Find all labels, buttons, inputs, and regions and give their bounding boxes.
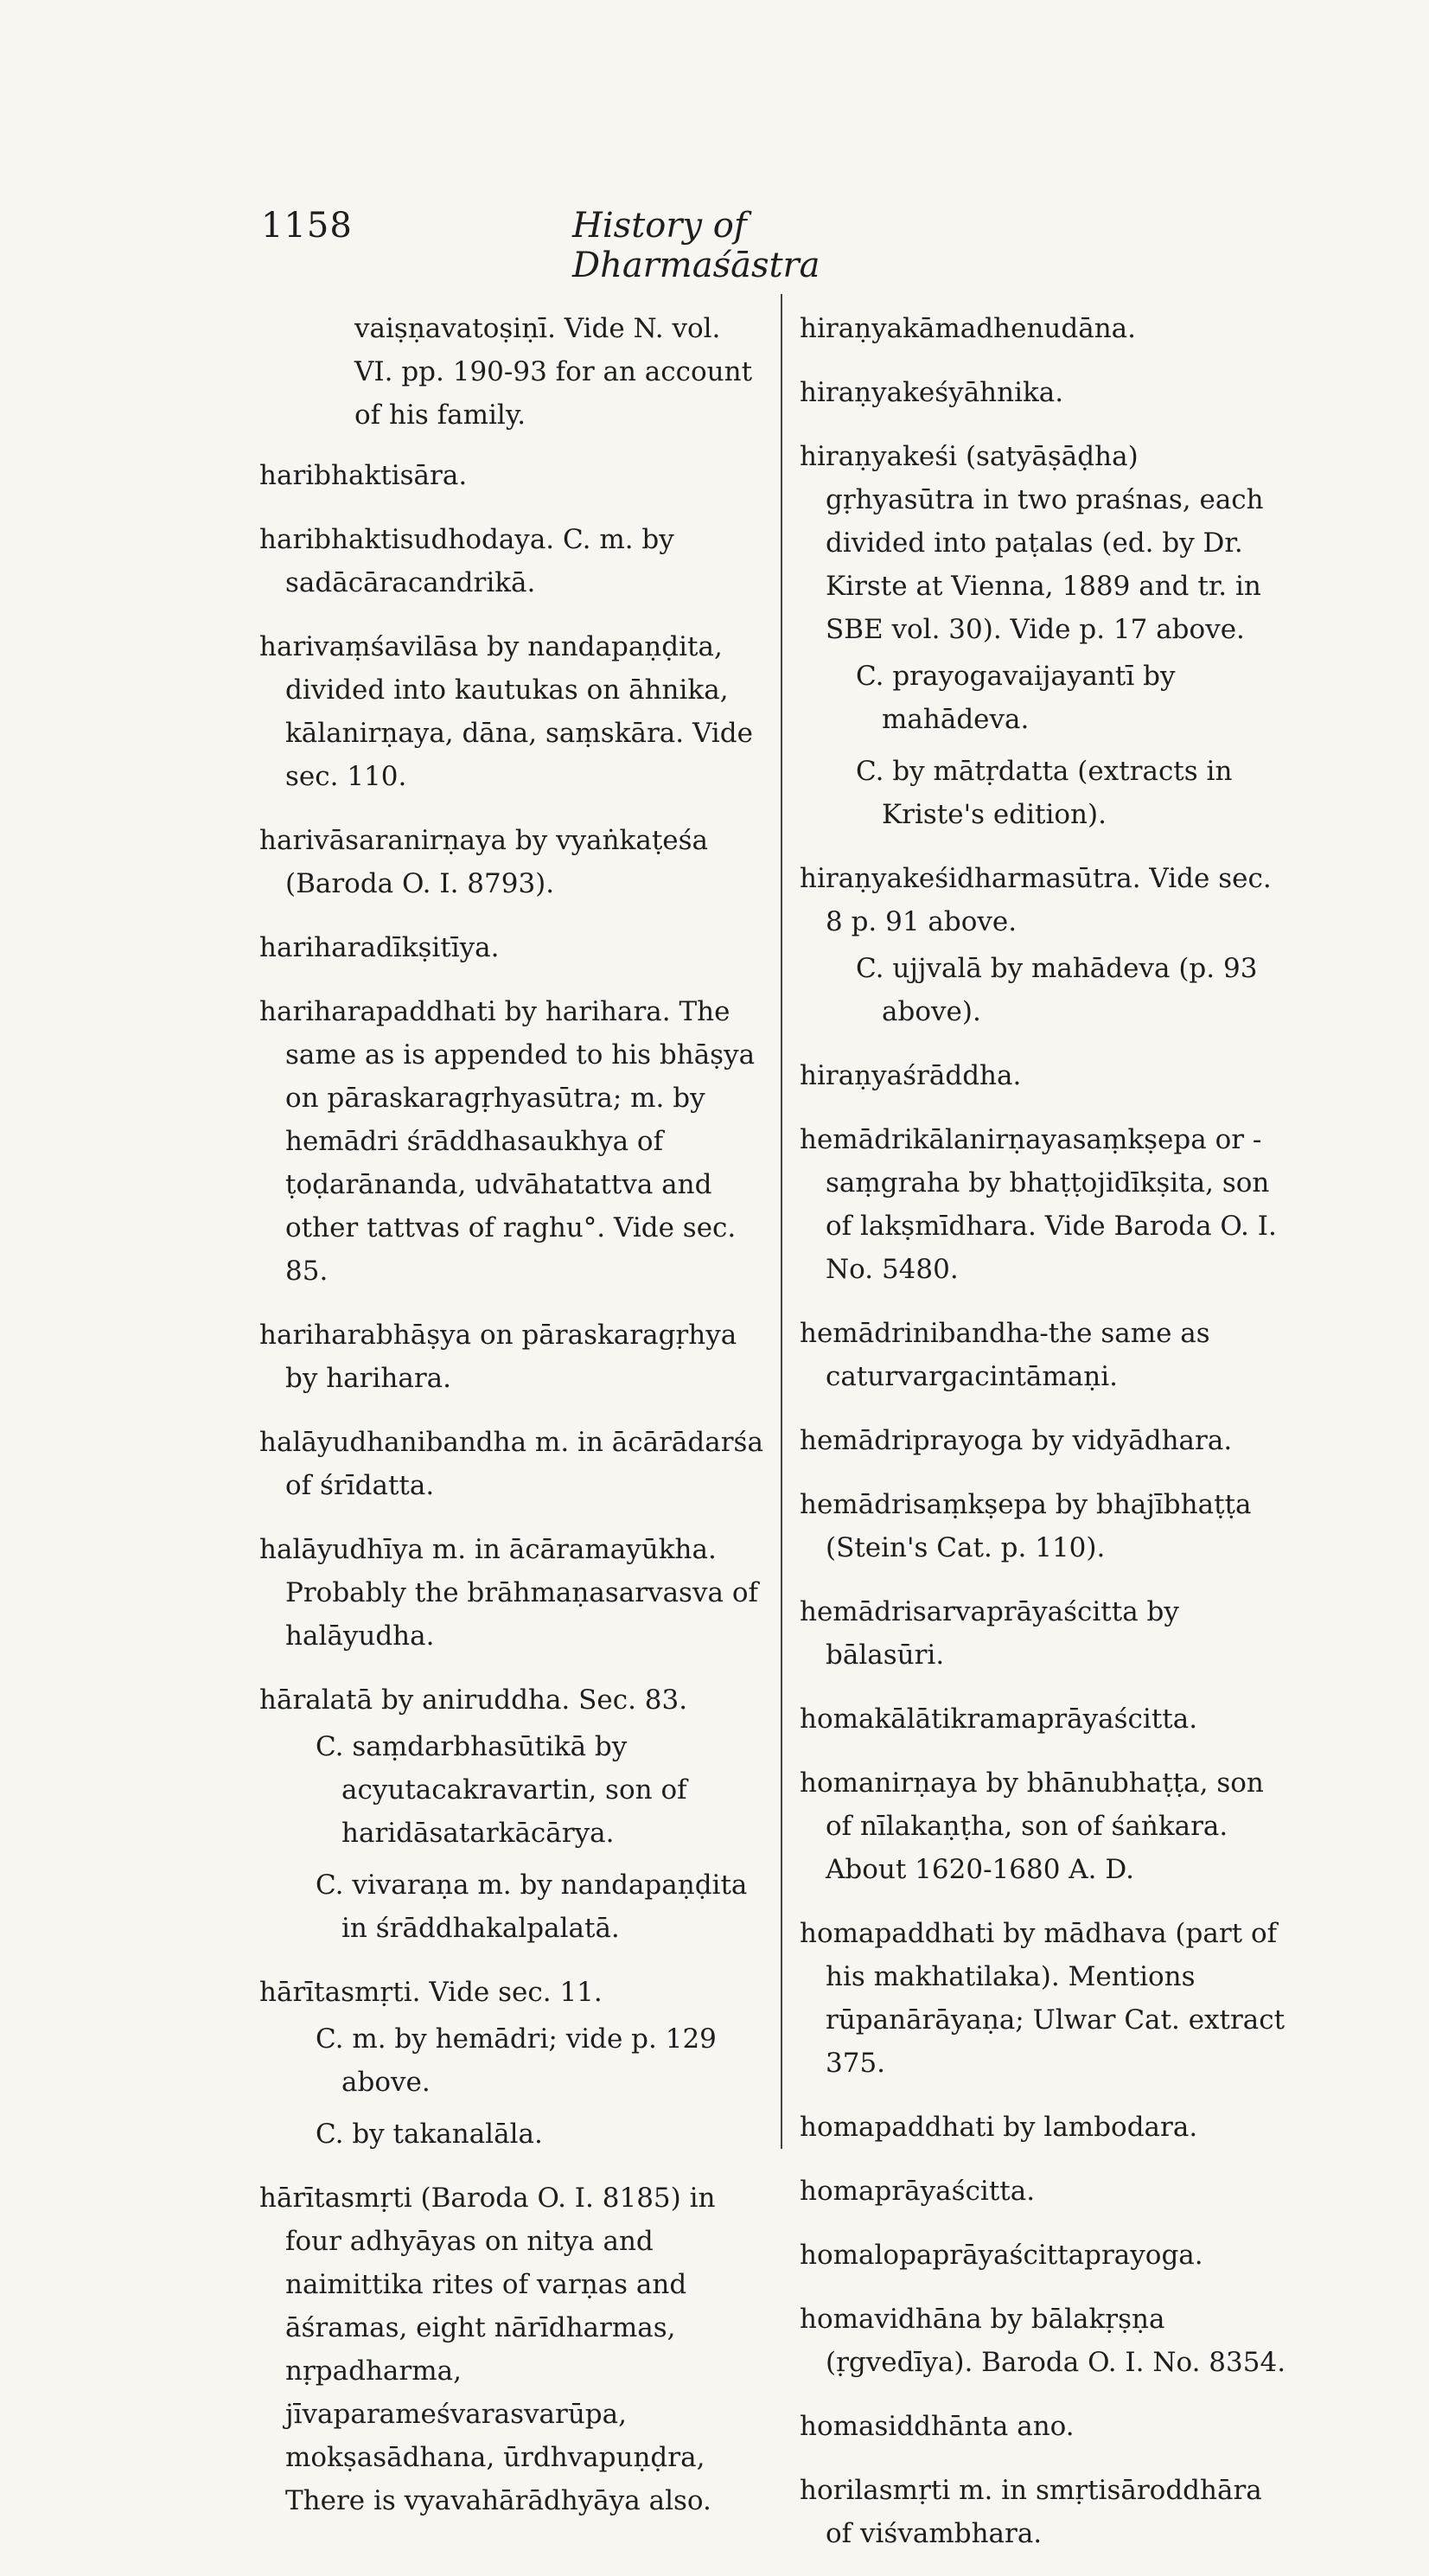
entry: hemādriprayoga by vidyādhara. <box>800 1425 1233 1456</box>
entry: hiraṇyakeśyāhnika. <box>800 377 1064 408</box>
entry: hemādrikālanirṇayasaṃkṣepa or -saṃgraha by bhaṭṭojidīkṣita, son of lakṣmīdhara. Vide Baroda O. I. No. 5480. <box>800 1124 1277 1285</box>
entry: harivāsaranirṇaya by vyaṅkaṭeśa (Baroda O. I. 8793). <box>259 825 709 899</box>
entry: hārītasmṛti (Baroda O. I. 8185) in four adhyāyas on nitya and naimittika rites of varṇas and āśramas, eight nārīdharmas, nṛpadharma, jīvaparameśvarasvarūpa, mokṣasādhana, ūrdhvapuṇḍra, There is vyavahārādhyāya also. <box>259 2183 716 2516</box>
left-column <box>259 307 765 2543</box>
entry: hariharabhāṣya on pāraskaragṛhya by harihara. <box>259 1320 737 1394</box>
commentary-list <box>259 1725 765 1950</box>
entry: homasiddhānta ano. <box>800 2411 1075 2442</box>
entry: homavidhāna by bālakṛṣṇa (ṛgvedīya). Baroda O. I. No. 8354. <box>800 2304 1286 2378</box>
commentary-list <box>800 655 1292 836</box>
entry: homakālātikramaprāyaścitta. <box>800 1703 1198 1735</box>
page-number: 1158 <box>261 206 353 246</box>
entry: homapaddhati by mādhava (part of his makhatilaka). Mentions rūpanārāyaṇa; Ulwar Cat. extract 375. <box>800 1918 1285 2079</box>
commentary: C. by takanalāla. <box>316 2119 543 2150</box>
entry: hiraṇyakeśi (satyāṣāḍha) gṛhyasūtra in two praśnas, each divided into paṭalas (ed. by Dr. Kirste at Vienna, 1889 and tr. in SBE vol. 30). Vide p. 17 above. C. prayogavaijayantī by mahādeva. C. by mātṛdatta (extracts in Kriste's edition). <box>800 435 1292 836</box>
entry: hariharapaddhati by harihara. The same as is appended to his bhāṣya on pāraskaragṛhyasūtra; m. by hemādri śrāddhasaukhya of ṭoḍarānanda, udvāhatattva and other tattvas of raghu°. Vide sec. 85. <box>259 996 756 1287</box>
entry: homanirṇaya by bhānubhaṭṭa, son of nīlakaṇṭha, son of śaṅkara. About 1620-1680 A. D. <box>800 1767 1264 1885</box>
entry: horilasmṛti m. in smṛtisāroddhāra of viśvambhara. <box>800 2475 1262 2549</box>
entry: hiraṇyaśrāddha. <box>800 1060 1022 1091</box>
commentary: C. vivaraṇa m. by nandapaṇḍita in śrāddhakalpalatā. <box>316 1870 748 1944</box>
running-title: History of Dharmaśāstra <box>572 206 820 285</box>
commentary: C. saṃdarbhasūtikā by acyutacakravartin, son of haridāsatarkācārya. <box>316 1731 687 1849</box>
entry: hiraṇyakāmadhenudāna. <box>800 313 1136 344</box>
commentary-list <box>800 947 1292 1033</box>
entry: homapaddhati by lambodara. <box>800 2112 1198 2143</box>
entry-continuation: vaiṣṇavatoṣiṇī. Vide N. vol. VI. pp. 190-93 for an account of his family. <box>354 313 753 431</box>
commentary: C. ujjvalā by mahādeva (p. 93 above). <box>856 953 1258 1027</box>
entry: harivaṃśavilāsa by nandapaṇḍita, divided into kautukas on āhnika, kālanirṇaya, dāna, saṃskāra. Vide sec. 110. <box>259 631 753 792</box>
entry: hemādrinibandha-the same as caturvargacintāmaṇi. <box>800 1318 1210 1392</box>
entry: hariharadīkṣitīya. <box>259 932 500 963</box>
entry: hemādrisarvaprāyaścitta by bālasūri. <box>800 1596 1179 1671</box>
commentary: C. by mātṛdatta (extracts in Kriste's edition). <box>856 756 1233 830</box>
column-divider <box>781 294 782 2149</box>
commentary: C. prayogavaijayantī by mahādeva. <box>856 661 1176 735</box>
entry: hārītasmṛti. Vide sec. 11. C. m. by hemādri; vide p. 129 above. C. by takanalāla. <box>259 1971 765 2156</box>
entry: halāyudhīya m. in ācāramayūkha. Probably the brāhmaṇasarvasva of halāyudha. <box>259 1534 758 1652</box>
entry: haribhaktisudhodaya. C. m. by sadācāracandrikā. <box>259 524 674 598</box>
commentary: C. m. by hemādri; vide p. 129 above. <box>316 2023 717 2098</box>
right-column <box>800 307 1292 2576</box>
commentary-list <box>259 2017 765 2156</box>
entry: haribhaktisāra. <box>259 460 468 491</box>
entry: hiraṇyakeśidharmasūtra. Vide sec. 8 p. 91 above. C. ujjvalā by mahādeva (p. 93 above). <box>800 857 1292 1033</box>
entry: halāyudhanibandha m. in ācārādarśa of śrīdatta. <box>259 1427 763 1501</box>
entry: hāralatā by aniruddha. Sec. 83. C. saṃdarbhasūtikā by acyutacakravartin, son of haridāsatarkācārya. C. vivaraṇa m. by nandapaṇḍita in śrāddhakalpalatā. <box>259 1678 765 1950</box>
entry: homaprāyaścitta. <box>800 2176 1036 2207</box>
entry: homalopaprāyaścittaprayoga. <box>800 2240 1203 2271</box>
entry: hemādrisaṃkṣepa by bhajībhaṭṭa (Stein's Cat. p. 110). <box>800 1489 1252 1563</box>
page-header <box>261 206 979 285</box>
